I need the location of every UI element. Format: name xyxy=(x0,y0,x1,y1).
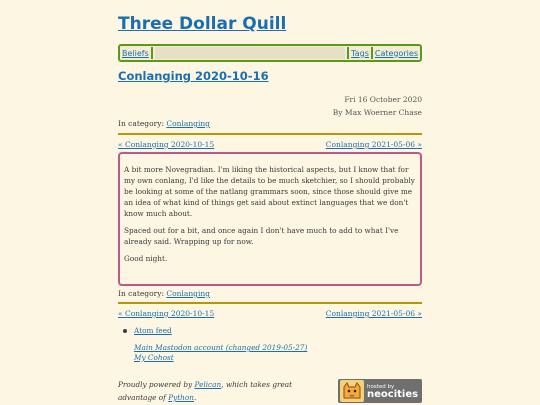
post-nav-bottom xyxy=(118,309,422,318)
category-prefix: In category: xyxy=(118,289,167,298)
bullet-icon xyxy=(123,329,127,333)
social-links xyxy=(118,343,318,363)
badge-small-text: hosted by xyxy=(367,384,395,390)
prev-post-link[interactable]: « Conlanging 2020-10-15 xyxy=(118,140,215,149)
powered-suffix: . xyxy=(193,393,197,402)
prev-post-link[interactable]: « Conlanging 2020-10-15 xyxy=(118,309,215,318)
category-line-top xyxy=(118,119,210,128)
post-title-link[interactable]: Conlanging 2020-10-16 xyxy=(118,69,269,83)
divider xyxy=(118,302,422,304)
nav-beliefs-link[interactable]: Beliefs xyxy=(122,48,149,58)
nav-categories-link[interactable]: Categories xyxy=(374,48,418,58)
nav-spacer xyxy=(155,47,345,59)
post-content xyxy=(118,152,422,286)
atom-feed-link[interactable]: Atom feed xyxy=(134,326,172,335)
list-item xyxy=(118,326,318,335)
category-prefix: In category: xyxy=(118,119,167,128)
pelican-link[interactable]: Pelican xyxy=(194,380,222,389)
post-paragraph: Good night. xyxy=(124,254,168,263)
category-line-bottom xyxy=(118,289,210,298)
post-nav-top xyxy=(118,140,422,149)
badge-big-text: neocities xyxy=(367,389,419,400)
powered-mid: , which takes great advantage of xyxy=(118,380,293,402)
category-link[interactable]: Conlanging xyxy=(166,289,210,298)
site-title-link[interactable]: Three Dollar Quill xyxy=(118,14,287,34)
post-date: Fri 16 October 2020 xyxy=(344,95,422,104)
python-link[interactable]: Python xyxy=(168,393,194,402)
category-link[interactable]: Conlanging xyxy=(166,119,210,128)
next-post-link[interactable]: Conlanging 2021-05-06 » xyxy=(325,309,422,318)
powered-by-text xyxy=(118,378,332,404)
post-author: By Max Woerner Chase xyxy=(332,108,422,117)
nav-tags-link[interactable]: Tags xyxy=(351,48,369,58)
post-paragraph: A bit more Novegradian. I'm liking the historical aspects, but I know that for my own conlang, I'd like the details to be much sketchier, so I should probably be looking at some of the natlang grammars soon, since those should give me an idea of what kind of things get said about extinct languages that we don't know much about. xyxy=(124,165,415,218)
neocities-badge[interactable] xyxy=(338,379,422,403)
next-post-link[interactable]: Conlanging 2021-05-06 » xyxy=(325,140,422,149)
cat-icon xyxy=(340,380,364,402)
divider xyxy=(118,133,422,135)
post-paragraph: Spaced out for a bit, and once again I don't have much to add to what I've already said. Wrapping up for now. xyxy=(124,226,399,246)
cohost-link[interactable]: My Cohost xyxy=(134,353,174,362)
powered-prefix: Proudly powered by xyxy=(118,380,195,389)
footer-links xyxy=(118,326,318,363)
nav-bar xyxy=(118,44,422,62)
nav-separator xyxy=(151,47,153,59)
mastodon-link[interactable]: Main Mastodon account (changed 2019-05-27) xyxy=(134,343,308,352)
badge-text xyxy=(367,383,418,399)
